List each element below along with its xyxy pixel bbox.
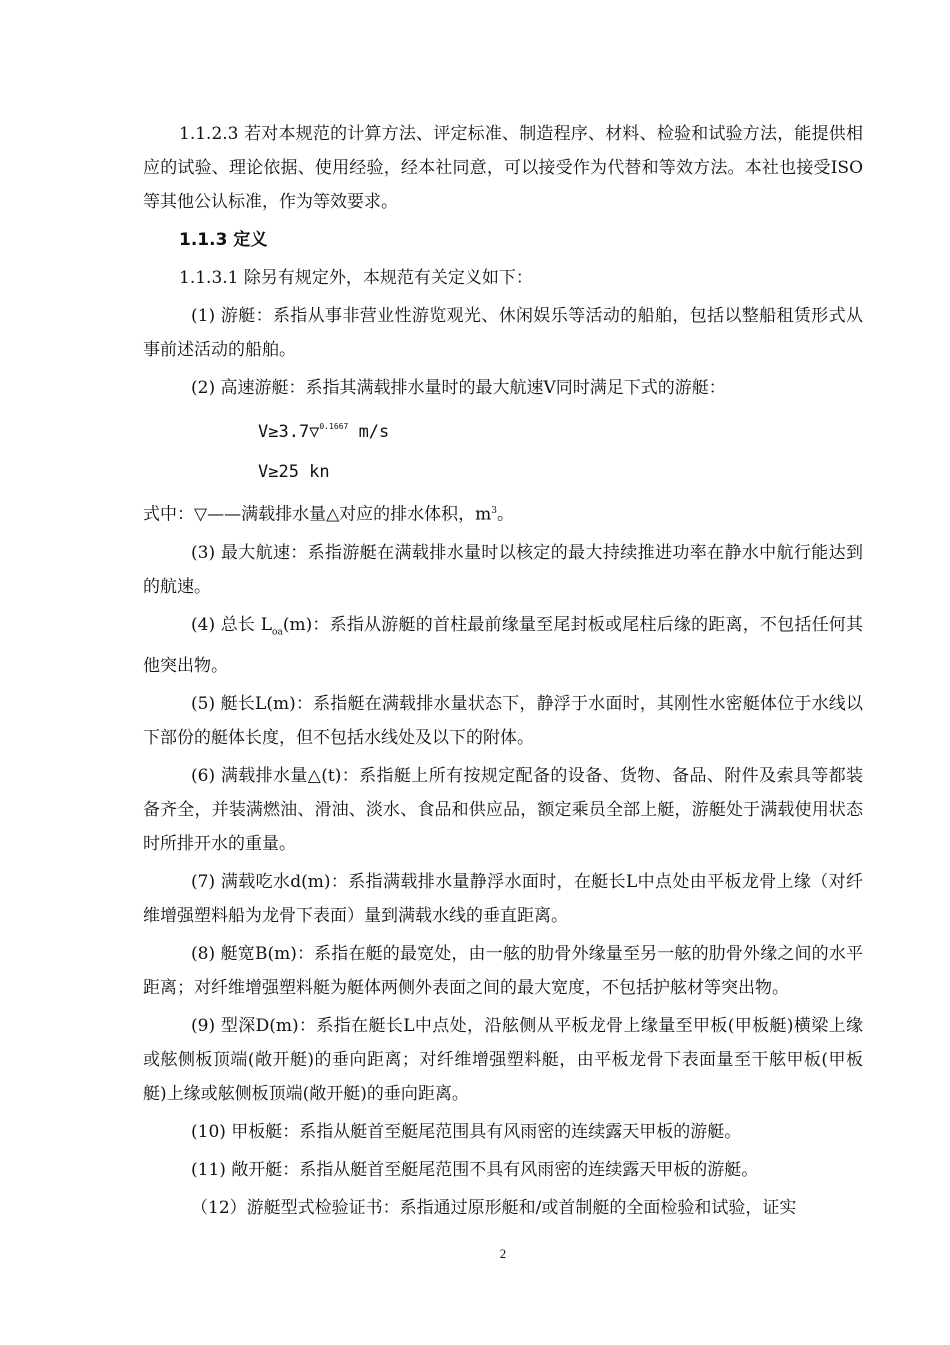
page-number: 2 (499, 1246, 507, 1261)
definition-high-speed-yacht: (2) 高速游艇：系指其满载排水量时的最大航速V同时满足下式的游艇： (191, 378, 726, 398)
cubic-exponent: 3 (491, 506, 498, 516)
formula-speed-volume-main: V≥3.7▽ (258, 422, 320, 442)
definition-open-yacht: (11) 敞开艇：系指从艇首至艇尾范围不具有风雨密的连续露天甲板的游艇。 (191, 1160, 759, 1181)
document-body (143, 117, 863, 1229)
definition-overall-length (143, 608, 863, 683)
formula-speed-volume (258, 409, 863, 450)
clause-1-1-3-1: 1.1.3.1 除另有规定外，本规范有关定义如下： (179, 268, 533, 288)
definition-type-certificate: （12）游艇型式检验证书：系指通过原形艇和/或首制艇的全面检验和试验，证实 (191, 1198, 797, 1219)
section-heading-1-1-3: 1.1.3 定义 (179, 230, 268, 250)
formula-where-clause (143, 494, 863, 532)
where-text: 式中：▽——满载排水量△对应的排水体积，m (143, 504, 492, 525)
overall-length-subscript: oa (272, 627, 283, 638)
definition-decked-yacht: (10) 甲板艇：系指从艇首至艇尾范围具有风雨密的连续露天甲板的游艇。 (191, 1122, 742, 1143)
definition-beam: (8) 艇宽B(m)：系指在艇的最宽处，由一舷的肋骨外缘量至另一舷的肋骨外缘之间的水平距离；对纤维增强塑料艇为艇体两侧外表面之间的最大宽度，不包括护舷材等突出物。 (143, 944, 863, 999)
definition-max-speed: (3) 最大航速：系指游艇在满载排水量时以核定的最大持续推进功率在静水中航行能达到的航速。 (143, 542, 863, 597)
definition-depth: (9) 型深D(m)：系指在艇长L中点处，沿舷侧从平板龙骨上缘量至甲板(甲板艇)横梁上缘或舷侧板顶端(敞开艇)的垂向距离；对纤维增强塑料艇，由平板龙骨下表面量至干舷甲板(甲板艇)上缘或舷侧板顶端(敞开艇)的垂向距离。 (143, 1016, 863, 1105)
formula-unit: m/s (348, 422, 390, 442)
overall-length-term: (4) 总长 L (191, 614, 273, 635)
formula-speed-knots: V≥25 kn (258, 462, 330, 482)
definition-full-load-displacement: (6) 满载排水量△(t)：系指艇上所有按规定配备的设备、货物、备品、附件及索具等都装备齐全，并装满燃油、滑油、淡水、食品和供应品，额定乘员全部上艇，游艇处于满载使用状态时所排开水的重量。 (143, 766, 863, 855)
clause-1-1-2-3: 1.1.2.3 若对本规范的计算方法、评定标准、制造程序、材料、检验和试验方法，能提供相应的试验、理论依据、使用经验，经本社同意，可以接受作为代替和等效方法。本社也接受ISO等其他公认标准，作为等效要求。 (143, 124, 863, 212)
overall-length-text: (m)：系指从游艇的首柱最前缘量至尾封板或尾柱后缘的距离，不包括任何其他突出物。 (143, 614, 863, 677)
where-end: 。 (497, 504, 515, 525)
definition-hull-length: (5) 艇长L(m)：系指艇在满载排水量状态下，静浮于水面时，其刚性水密艇体位于水线以下部份的艇体长度，但不包括水线处及以下的附体。 (143, 694, 863, 749)
definition-yacht: (1) 游艇：系指从事非营业性游览观光、休闲娱乐等活动的船舶，包括以整船租赁形式从事前述活动的船舶。 (143, 306, 863, 360)
definition-full-load-draft: (7) 满载吃水d(m)：系指满载排水量静浮水面时，在艇长L中点处由平板龙骨上缘（对纤维增强塑料船为龙骨下表面）量到满载水线的垂直距离。 (143, 872, 863, 927)
formula-exponent: 0.1667 (319, 422, 349, 431)
